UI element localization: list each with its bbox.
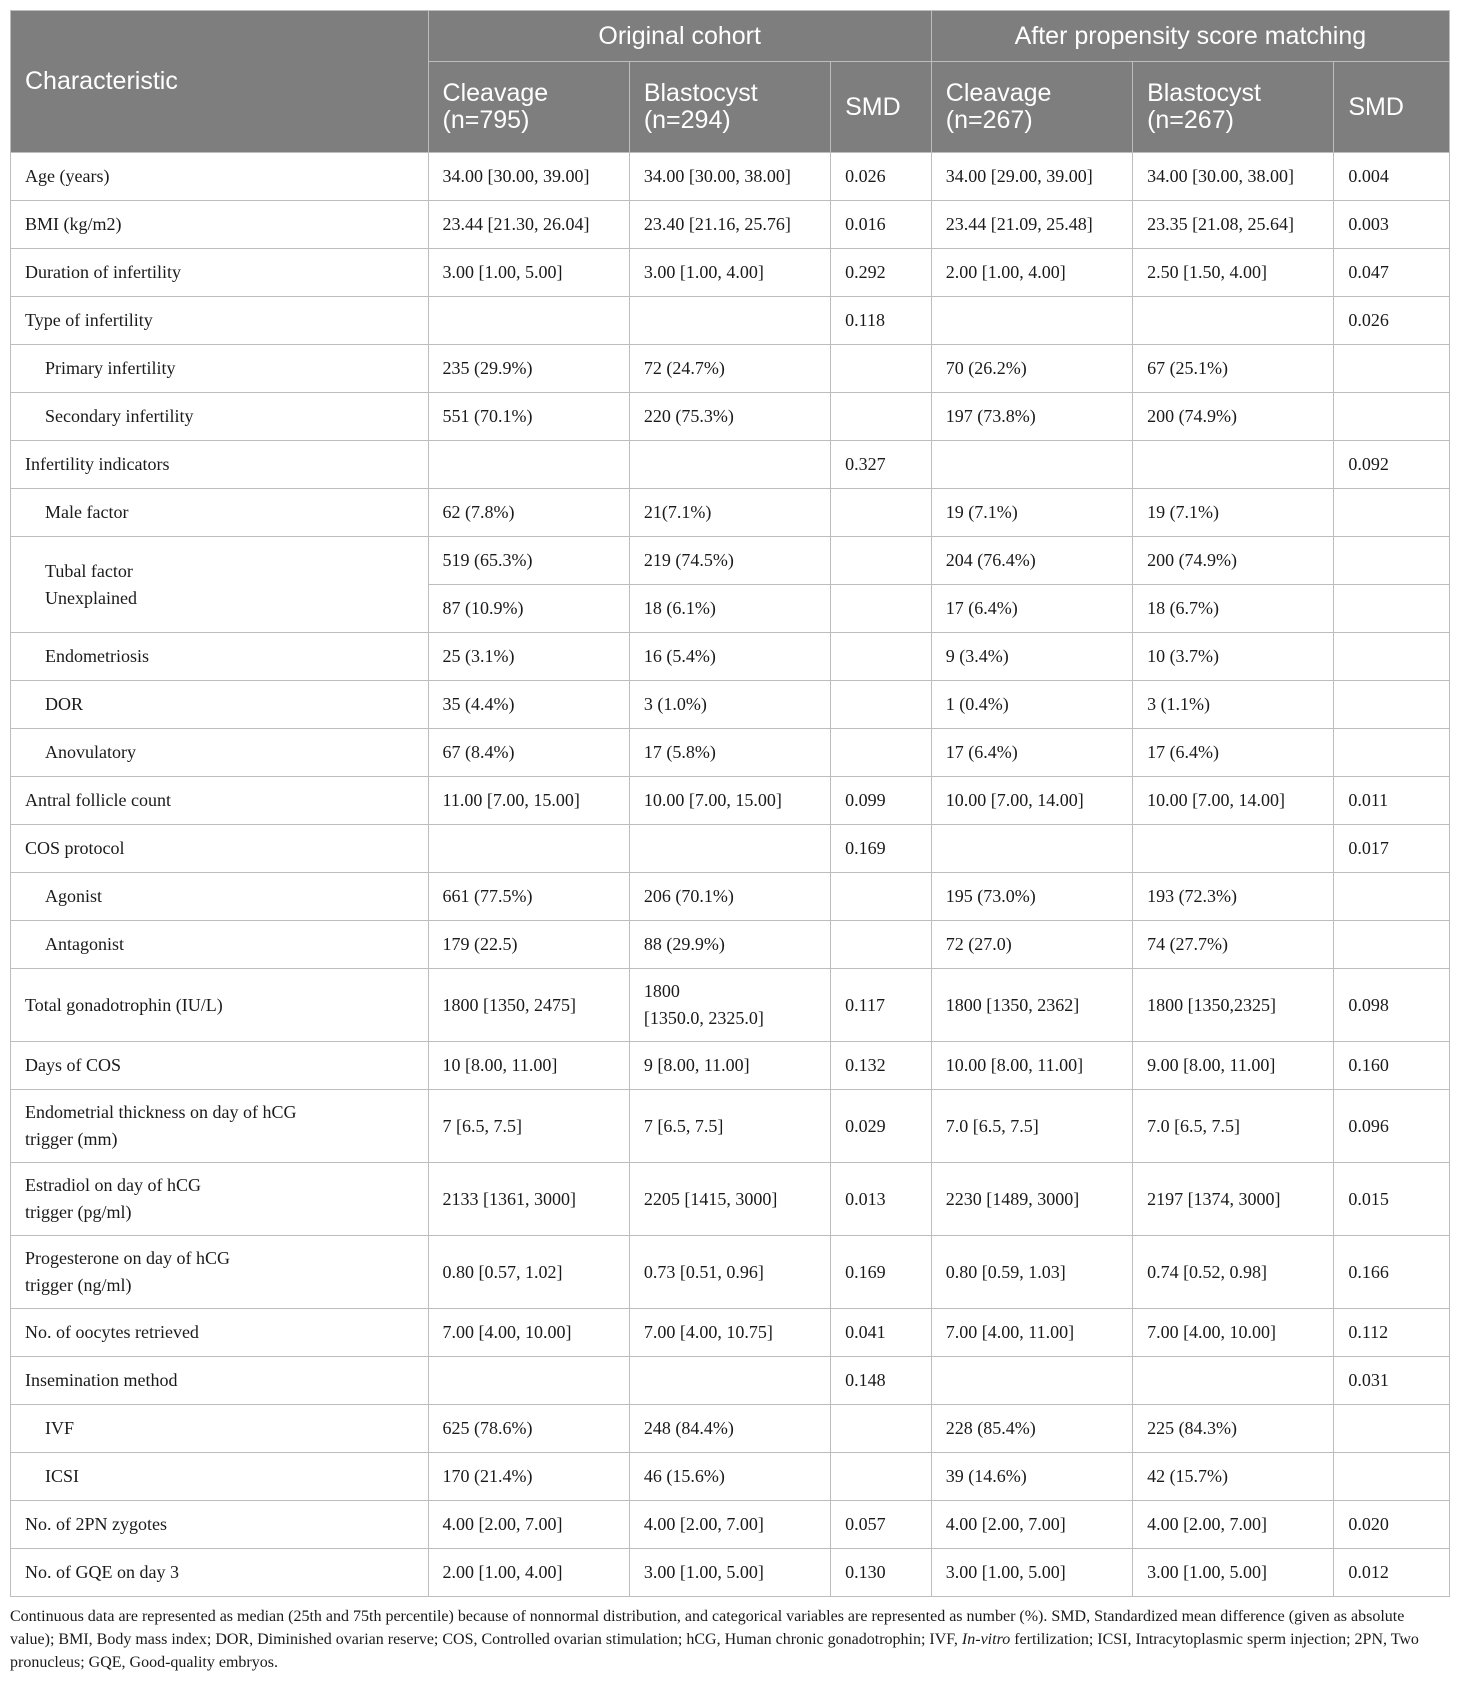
cell-cleavage-original: 4.00 [2.00, 7.00]	[428, 1501, 629, 1549]
header-characteristic: Characteristic	[11, 11, 429, 153]
row-label: Insemination method	[11, 1357, 429, 1405]
cell-smd-psm: 0.160	[1334, 1042, 1450, 1090]
row-label: Total gonadotrophin (IU/L)	[11, 969, 429, 1042]
cell-cleavage-original	[428, 297, 629, 345]
cell-cleavage-original: 235 (29.9%)	[428, 345, 629, 393]
cell-smd-psm	[1334, 681, 1450, 729]
cell-cleavage-psm: 3.00 [1.00, 5.00]	[931, 1549, 1132, 1597]
cell-blastocyst-psm	[1133, 441, 1334, 489]
cell-blastocyst-original: 21(7.1%)	[629, 489, 830, 537]
cell-cleavage-original: 35 (4.4%)	[428, 681, 629, 729]
cell-smd-psm: 0.017	[1334, 825, 1450, 873]
cell-cleavage-psm: 9 (3.4%)	[931, 633, 1132, 681]
header-cleavage-psm: Cleavage (n=267)	[931, 62, 1132, 153]
cell-cleavage-psm	[931, 825, 1132, 873]
cell-blastocyst-psm: 2.50 [1.50, 4.00]	[1133, 249, 1334, 297]
cell-blastocyst-psm	[1133, 1357, 1334, 1405]
cell-cleavage-original: 10 [8.00, 11.00]	[428, 1042, 629, 1090]
table-row	[11, 537, 1450, 585]
cell-smd-psm: 0.098	[1334, 969, 1450, 1042]
cell-blastocyst-psm: 10 (3.7%)	[1133, 633, 1334, 681]
cell-cleavage-psm: 1800 [1350, 2362]	[931, 969, 1132, 1042]
cell-cleavage-original: 2133 [1361, 3000]	[428, 1163, 629, 1236]
cell-blastocyst-original: 10.00 [7.00, 15.00]	[629, 777, 830, 825]
cell-blastocyst-psm: 7.00 [4.00, 10.00]	[1133, 1309, 1334, 1357]
cell-blastocyst-original: 17 (5.8%)	[629, 729, 830, 777]
cell-blastocyst-original: 23.40 [21.16, 25.76]	[629, 201, 830, 249]
table-row	[11, 201, 1450, 249]
cell-smd-psm	[1334, 537, 1450, 585]
table-footnote	[10, 1605, 1450, 1674]
row-label-line: Tubal factor	[45, 560, 133, 581]
row-label: Secondary infertility	[11, 393, 429, 441]
row-label: COS protocol	[11, 825, 429, 873]
cell-cleavage-original	[428, 1357, 629, 1405]
cell-cleavage-psm: 2.00 [1.00, 4.00]	[931, 249, 1132, 297]
table-row	[11, 969, 1450, 1042]
cell-cleavage-psm: 2230 [1489, 3000]	[931, 1163, 1132, 1236]
table-row	[11, 633, 1450, 681]
table-row	[11, 1309, 1450, 1357]
table-row	[11, 153, 1450, 201]
cell-cleavage-psm: 0.80 [0.59, 1.03]	[931, 1236, 1132, 1309]
header-after-psm: After propensity score matching	[931, 11, 1449, 62]
cell-line: 1800	[643, 981, 680, 1001]
header-blastocyst-original: Blastocyst (n=294)	[629, 62, 830, 153]
cell-smd-psm: 0.020	[1334, 1501, 1450, 1549]
cell-smd-psm	[1334, 1453, 1450, 1501]
cell-blastocyst-original	[629, 969, 830, 1042]
footnote-italic: In-vitro	[961, 1631, 1011, 1648]
row-label: Antagonist	[11, 921, 429, 969]
cell-smd-original: 0.117	[831, 969, 932, 1042]
cell-smd-original	[831, 873, 932, 921]
cell-blastocyst-original: 46 (15.6%)	[629, 1453, 830, 1501]
cell-cleavage-original: 11.00 [7.00, 15.00]	[428, 777, 629, 825]
cell-smd-psm: 0.047	[1334, 249, 1450, 297]
cell-cleavage-original: 2.00 [1.00, 4.00]	[428, 1549, 629, 1597]
table-row	[11, 345, 1450, 393]
table-row	[11, 921, 1450, 969]
table-row	[11, 297, 1450, 345]
table-row	[11, 393, 1450, 441]
cell-blastocyst-original: 2205 [1415, 3000]	[629, 1163, 830, 1236]
cell-smd-original: 0.041	[831, 1309, 932, 1357]
cell-smd-original: 0.132	[831, 1042, 932, 1090]
cell-smd-psm: 0.015	[1334, 1163, 1450, 1236]
cell-blastocyst-psm: 74 (27.7%)	[1133, 921, 1334, 969]
cell-smd-original: 0.029	[831, 1090, 932, 1163]
row-label: Infertility indicators	[11, 441, 429, 489]
cell-blastocyst-psm: 67 (25.1%)	[1133, 345, 1334, 393]
cell-cleavage-psm: 197 (73.8%)	[931, 393, 1132, 441]
cell-cleavage-original: 179 (22.5)	[428, 921, 629, 969]
cell-smd-original	[831, 633, 932, 681]
cell-smd-psm: 0.166	[1334, 1236, 1450, 1309]
cell-smd-psm: 0.112	[1334, 1309, 1450, 1357]
cell-blastocyst-psm: 0.74 [0.52, 0.98]	[1133, 1236, 1334, 1309]
header-smd-original: SMD	[831, 62, 932, 153]
cell-blastocyst-original: 34.00 [30.00, 38.00]	[629, 153, 830, 201]
cell-blastocyst-original: 3.00 [1.00, 4.00]	[629, 249, 830, 297]
cell-smd-original: 0.013	[831, 1163, 932, 1236]
cell-blastocyst-psm: 18 (6.7%)	[1133, 585, 1334, 633]
cell-cleavage-original	[428, 441, 629, 489]
cell-cleavage-psm: 17 (6.4%)	[931, 729, 1132, 777]
cell-smd-original	[831, 489, 932, 537]
table-row	[11, 489, 1450, 537]
cell-smd-original: 0.327	[831, 441, 932, 489]
row-label: Days of COS	[11, 1042, 429, 1090]
cell-blastocyst-psm: 200 (74.9%)	[1133, 393, 1334, 441]
cell-cleavage-psm: 7.0 [6.5, 7.5]	[931, 1090, 1132, 1163]
cell-blastocyst-original	[629, 1357, 830, 1405]
cell-blastocyst-original: 7 [6.5, 7.5]	[629, 1090, 830, 1163]
cell-blastocyst-psm: 3 (1.1%)	[1133, 681, 1334, 729]
cell-smd-psm	[1334, 729, 1450, 777]
table-row	[11, 1236, 1450, 1309]
cell-smd-original	[831, 1453, 932, 1501]
cell-line: [1350.0, 2325.0]	[643, 1008, 764, 1028]
cell-cleavage-original: 0.80 [0.57, 1.02]	[428, 1236, 629, 1309]
cell-blastocyst-original	[629, 297, 830, 345]
cell-cleavage-psm: 7.00 [4.00, 11.00]	[931, 1309, 1132, 1357]
cell-blastocyst-original: 206 (70.1%)	[629, 873, 830, 921]
cell-smd-psm: 0.031	[1334, 1357, 1450, 1405]
cell-blastocyst-psm: 23.35 [21.08, 25.64]	[1133, 201, 1334, 249]
cell-blastocyst-original: 3 (1.0%)	[629, 681, 830, 729]
cell-blastocyst-psm: 19 (7.1%)	[1133, 489, 1334, 537]
cell-cleavage-psm: 10.00 [7.00, 14.00]	[931, 777, 1132, 825]
cell-cleavage-original: 34.00 [30.00, 39.00]	[428, 153, 629, 201]
cell-smd-psm: 0.096	[1334, 1090, 1450, 1163]
cell-blastocyst-original: 219 (74.5%)	[629, 537, 830, 585]
cell-smd-psm	[1334, 393, 1450, 441]
cell-blastocyst-original	[629, 825, 830, 873]
row-label: No. of 2PN zygotes	[11, 1501, 429, 1549]
cell-smd-psm	[1334, 873, 1450, 921]
cell-smd-original: 0.016	[831, 201, 932, 249]
row-label: No. of oocytes retrieved	[11, 1309, 429, 1357]
cell-smd-psm	[1334, 489, 1450, 537]
table-row	[11, 1090, 1450, 1163]
table-row	[11, 441, 1450, 489]
cell-smd-original: 0.169	[831, 1236, 932, 1309]
cell-blastocyst-original: 3.00 [1.00, 5.00]	[629, 1549, 830, 1597]
cell-smd-original: 0.057	[831, 1501, 932, 1549]
cell-cleavage-original: 170 (21.4%)	[428, 1453, 629, 1501]
row-label: IVF	[11, 1405, 429, 1453]
row-label: Duration of infertility	[11, 249, 429, 297]
table-row	[11, 681, 1450, 729]
cell-blastocyst-psm: 10.00 [7.00, 14.00]	[1133, 777, 1334, 825]
cell-blastocyst-original: 7.00 [4.00, 10.75]	[629, 1309, 830, 1357]
cell-smd-psm	[1334, 633, 1450, 681]
table-row	[11, 825, 1450, 873]
table-row	[11, 1357, 1450, 1405]
row-label: Agonist	[11, 873, 429, 921]
cell-blastocyst-original: 248 (84.4%)	[629, 1405, 830, 1453]
row-label-line: Unexplained	[45, 587, 137, 608]
cell-smd-original	[831, 1405, 932, 1453]
cell-smd-original	[831, 585, 932, 633]
cell-blastocyst-original: 16 (5.4%)	[629, 633, 830, 681]
cell-cleavage-psm: 19 (7.1%)	[931, 489, 1132, 537]
cell-blastocyst-psm	[1133, 825, 1334, 873]
cell-cleavage-psm	[931, 441, 1132, 489]
cell-blastocyst-psm: 2197 [1374, 3000]	[1133, 1163, 1334, 1236]
cell-cleavage-original: 519 (65.3%)	[428, 537, 629, 585]
cell-smd-psm	[1334, 585, 1450, 633]
cell-blastocyst-original: 72 (24.7%)	[629, 345, 830, 393]
cell-smd-psm: 0.026	[1334, 297, 1450, 345]
cell-cleavage-psm: 10.00 [8.00, 11.00]	[931, 1042, 1132, 1090]
row-label-line: trigger (mm)	[25, 1129, 118, 1149]
cell-cleavage-original: 62 (7.8%)	[428, 489, 629, 537]
cell-blastocyst-original: 0.73 [0.51, 0.96]	[629, 1236, 830, 1309]
table-row	[11, 729, 1450, 777]
cell-smd-psm: 0.012	[1334, 1549, 1450, 1597]
cell-cleavage-original: 1800 [1350, 2475]	[428, 969, 629, 1042]
header-original-cohort: Original cohort	[428, 11, 931, 62]
table-row	[11, 873, 1450, 921]
row-label: Endometriosis	[11, 633, 429, 681]
cell-smd-original	[831, 393, 932, 441]
row-label	[11, 1090, 429, 1163]
cell-cleavage-original: 23.44 [21.30, 26.04]	[428, 201, 629, 249]
cell-blastocyst-original: 4.00 [2.00, 7.00]	[629, 1501, 830, 1549]
footnote-text: Continuous data are represented as median (25th and 75th percentile) because of nonnormal distribution, and categorical variables are represented as number (%). SMD, Standardized mean difference (given as absolute value); BMI, Body mass index; DOR, Diminished ovarian reserve; COS, Controlled ovarian stimulation; hCG, Human chronic gonadotrophin; IVF,	[10, 1608, 1405, 1648]
cell-cleavage-psm: 204 (76.4%)	[931, 537, 1132, 585]
table-row	[11, 1549, 1450, 1597]
cell-cleavage-original	[428, 825, 629, 873]
cell-smd-original: 0.169	[831, 825, 932, 873]
row-label: Anovulatory	[11, 729, 429, 777]
cell-cleavage-psm: 228 (85.4%)	[931, 1405, 1132, 1453]
cell-smd-original: 0.026	[831, 153, 932, 201]
cell-smd-original	[831, 681, 932, 729]
cell-blastocyst-original: 18 (6.1%)	[629, 585, 830, 633]
cell-cleavage-psm: 1 (0.4%)	[931, 681, 1132, 729]
cell-cleavage-psm	[931, 297, 1132, 345]
cell-cleavage-psm: 4.00 [2.00, 7.00]	[931, 1501, 1132, 1549]
cell-blastocyst-psm: 193 (72.3%)	[1133, 873, 1334, 921]
table-container	[10, 10, 1450, 1674]
cell-cleavage-original: 87 (10.9%)	[428, 585, 629, 633]
cell-blastocyst-original: 220 (75.3%)	[629, 393, 830, 441]
table-row	[11, 1453, 1450, 1501]
cell-cleavage-psm: 72 (27.0)	[931, 921, 1132, 969]
cell-smd-original: 0.292	[831, 249, 932, 297]
row-label: Antral follicle count	[11, 777, 429, 825]
table-row	[11, 1405, 1450, 1453]
cell-smd-psm	[1334, 345, 1450, 393]
cell-cleavage-original: 3.00 [1.00, 5.00]	[428, 249, 629, 297]
row-label: No. of GQE on day 3	[11, 1549, 429, 1597]
cell-smd-psm	[1334, 1405, 1450, 1453]
row-label	[11, 1236, 429, 1309]
row-label	[11, 1163, 429, 1236]
cell-smd-original: 0.099	[831, 777, 932, 825]
cell-cleavage-original: 7.00 [4.00, 10.00]	[428, 1309, 629, 1357]
cell-blastocyst-psm: 3.00 [1.00, 5.00]	[1133, 1549, 1334, 1597]
cell-blastocyst-original: 88 (29.9%)	[629, 921, 830, 969]
table-row	[11, 1042, 1450, 1090]
cell-blastocyst-psm: 34.00 [30.00, 38.00]	[1133, 153, 1334, 201]
cell-smd-original: 0.130	[831, 1549, 932, 1597]
cell-smd-original	[831, 921, 932, 969]
footnote-text-end: fertilization; ICSI, Intracytoplasmic sperm injection; 2PN, Two pronucleus; GQE, Good-quality embryos.	[10, 1631, 1419, 1671]
row-label: DOR	[11, 681, 429, 729]
cell-cleavage-psm: 34.00 [29.00, 39.00]	[931, 153, 1132, 201]
cell-blastocyst-psm: 1800 [1350,2325]	[1133, 969, 1334, 1042]
cell-cleavage-original: 67 (8.4%)	[428, 729, 629, 777]
cell-blastocyst-psm: 9.00 [8.00, 11.00]	[1133, 1042, 1334, 1090]
cell-smd-psm: 0.011	[1334, 777, 1450, 825]
cell-cleavage-psm: 195 (73.0%)	[931, 873, 1132, 921]
cell-cleavage-psm	[931, 1357, 1132, 1405]
header-cleavage-original: Cleavage (n=795)	[428, 62, 629, 153]
header-blastocyst-psm: Blastocyst (n=267)	[1133, 62, 1334, 153]
cell-blastocyst-psm: 42 (15.7%)	[1133, 1453, 1334, 1501]
row-label: ICSI	[11, 1453, 429, 1501]
cell-cleavage-original: 661 (77.5%)	[428, 873, 629, 921]
cell-cleavage-original: 7 [6.5, 7.5]	[428, 1090, 629, 1163]
row-label-line: Endometrial thickness on day of hCG	[25, 1102, 297, 1122]
cell-blastocyst-psm: 200 (74.9%)	[1133, 537, 1334, 585]
row-label	[11, 537, 429, 633]
row-label-line: trigger (ng/ml)	[25, 1275, 132, 1295]
cell-smd-psm	[1334, 921, 1450, 969]
table-row	[11, 1501, 1450, 1549]
cell-smd-original	[831, 345, 932, 393]
row-label: Primary infertility	[11, 345, 429, 393]
cell-cleavage-psm: 17 (6.4%)	[931, 585, 1132, 633]
cell-cleavage-psm: 23.44 [21.09, 25.48]	[931, 201, 1132, 249]
header-smd-psm: SMD	[1334, 62, 1450, 153]
row-label: Age (years)	[11, 153, 429, 201]
cell-blastocyst-psm: 225 (84.3%)	[1133, 1405, 1334, 1453]
cell-smd-original	[831, 729, 932, 777]
cell-cleavage-original: 25 (3.1%)	[428, 633, 629, 681]
cell-blastocyst-psm: 7.0 [6.5, 7.5]	[1133, 1090, 1334, 1163]
row-label: BMI (kg/m2)	[11, 201, 429, 249]
cell-smd-original	[831, 537, 932, 585]
cell-blastocyst-original	[629, 441, 830, 489]
cell-smd-psm: 0.004	[1334, 153, 1450, 201]
row-label: Type of infertility	[11, 297, 429, 345]
table-row	[11, 777, 1450, 825]
cell-cleavage-psm: 39 (14.6%)	[931, 1453, 1132, 1501]
cell-cleavage-psm: 70 (26.2%)	[931, 345, 1132, 393]
cell-blastocyst-psm: 4.00 [2.00, 7.00]	[1133, 1501, 1334, 1549]
row-label-line: Estradiol on day of hCG	[25, 1175, 201, 1195]
cell-smd-psm: 0.092	[1334, 441, 1450, 489]
cell-smd-original: 0.148	[831, 1357, 932, 1405]
characteristics-table	[10, 10, 1450, 1597]
cell-cleavage-original: 625 (78.6%)	[428, 1405, 629, 1453]
cell-smd-psm: 0.003	[1334, 201, 1450, 249]
row-label-line: Progesterone on day of hCG	[25, 1248, 230, 1268]
cell-blastocyst-psm: 17 (6.4%)	[1133, 729, 1334, 777]
row-label-line: trigger (pg/ml)	[25, 1202, 132, 1222]
cell-smd-original: 0.118	[831, 297, 932, 345]
cell-blastocyst-psm	[1133, 297, 1334, 345]
table-row	[11, 249, 1450, 297]
cell-blastocyst-original: 9 [8.00, 11.00]	[629, 1042, 830, 1090]
row-label: Male factor	[11, 489, 429, 537]
table-row	[11, 1163, 1450, 1236]
cell-cleavage-original: 551 (70.1%)	[428, 393, 629, 441]
